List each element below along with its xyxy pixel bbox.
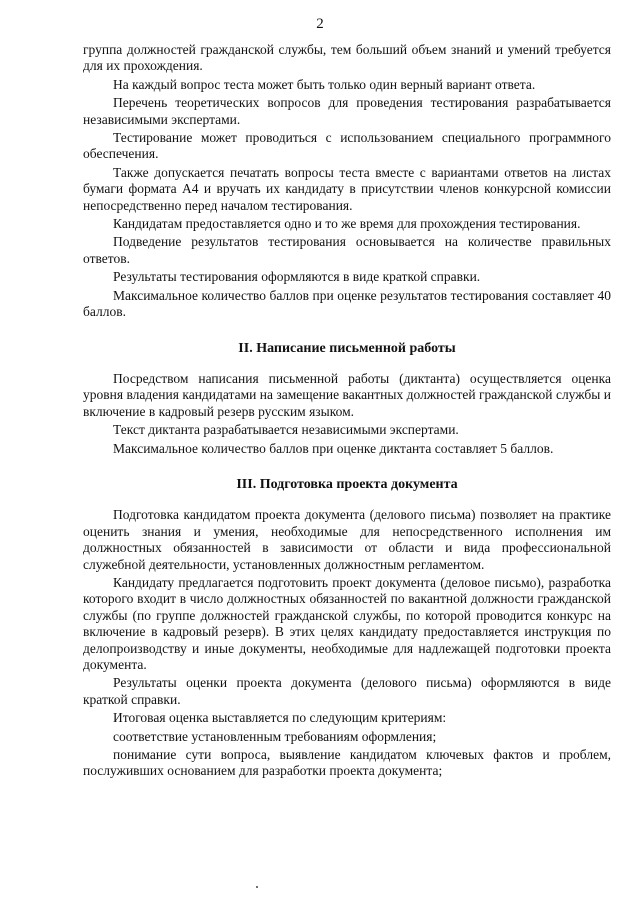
section-document-draft	[83, 507, 611, 780]
page-number: 2	[316, 16, 324, 32]
paragraph: Результаты тестирования оформляются в виде краткой справки.	[113, 269, 481, 285]
section-heading: II. Написание письменной работы	[238, 340, 456, 356]
paragraph: Текст диктанта разрабатывается независимыми экспертами.	[113, 422, 459, 438]
criteria-item: понимание сути вопроса, выявление кандидатом ключевых фактов и проблем, послуживших основанием для разработки проекта документа;	[83, 747, 611, 779]
document-body	[83, 42, 611, 782]
criteria-item: соответствие установленным требованиям оформления;	[113, 728, 437, 744]
paragraph: Итоговая оценка выставляется по следующим критериям:	[113, 710, 447, 726]
paragraph: Максимальное количество баллов при оценке результатов тестирования составляет 40 баллов.	[83, 287, 611, 320]
scan-speck	[256, 886, 258, 888]
paragraph: Результаты оценки проекта документа (делового письма) оформляются в виде краткой справки.	[83, 675, 611, 707]
section-intro	[83, 42, 611, 321]
paragraph: Перечень теоретических вопросов для проведения тестирования разрабатывается независимыми экспертами.	[83, 95, 611, 127]
paragraph: Подготовка кандидатом проекта документа (делового письма) позволяет на практике оценить знания и умения, необходимые для непосредственного исполнения им должностных обязанностей в зависимости от области и вида профессиональной служебной деятельности, установленных должностным регламентом.	[83, 507, 611, 572]
paragraph: На каждый вопрос теста может быть только один верный вариант ответа.	[113, 76, 536, 92]
paragraph: Посредством написания письменной работы (диктанта) осуществляется оценка уровня владения кандидатами на замещение вакантных должностей гражданской службы и включение в кадровый резерв русским языком.	[83, 370, 611, 419]
paragraph: Подведение результатов тестирования основывается на количестве правильных ответов.	[83, 234, 611, 266]
paragraph: Кандидатам предоставляется одно и то же время для прохождения тестирования.	[113, 216, 581, 232]
paragraph: Максимальное количество баллов при оценке диктанта составляет 5 баллов.	[113, 440, 554, 456]
section-written-work	[83, 371, 611, 457]
paragraph: Кандидату предлагается подготовить проект документа (деловое письмо), разработка которого входит в число должностных обязанностей по вакантной должности гражданской службы (по группе должностей гражданской службы, по которой проводится конкурс на включение в кадровый резерв). В этих целях кандидату предоставляется инструкция по делопроизводству и иные документы, необходимые для надлежащей подготовки проекта документа.	[83, 574, 611, 672]
paragraph: группа должностей гражданской службы, тем больший объем знаний и умений требуется для их прохождения.	[83, 42, 611, 74]
section-heading: III. Подготовка проекта документа	[236, 476, 458, 492]
paragraph: Также допускается печатать вопросы теста вместе с вариантами ответов на листах бумаги формата А4 и вручать их кандидату в присутствии членов конкурсной комиссии непосредственно перед началом тестирования.	[83, 164, 611, 213]
paragraph: Тестирование может проводиться с использованием специального программного обеспечения.	[83, 130, 611, 162]
